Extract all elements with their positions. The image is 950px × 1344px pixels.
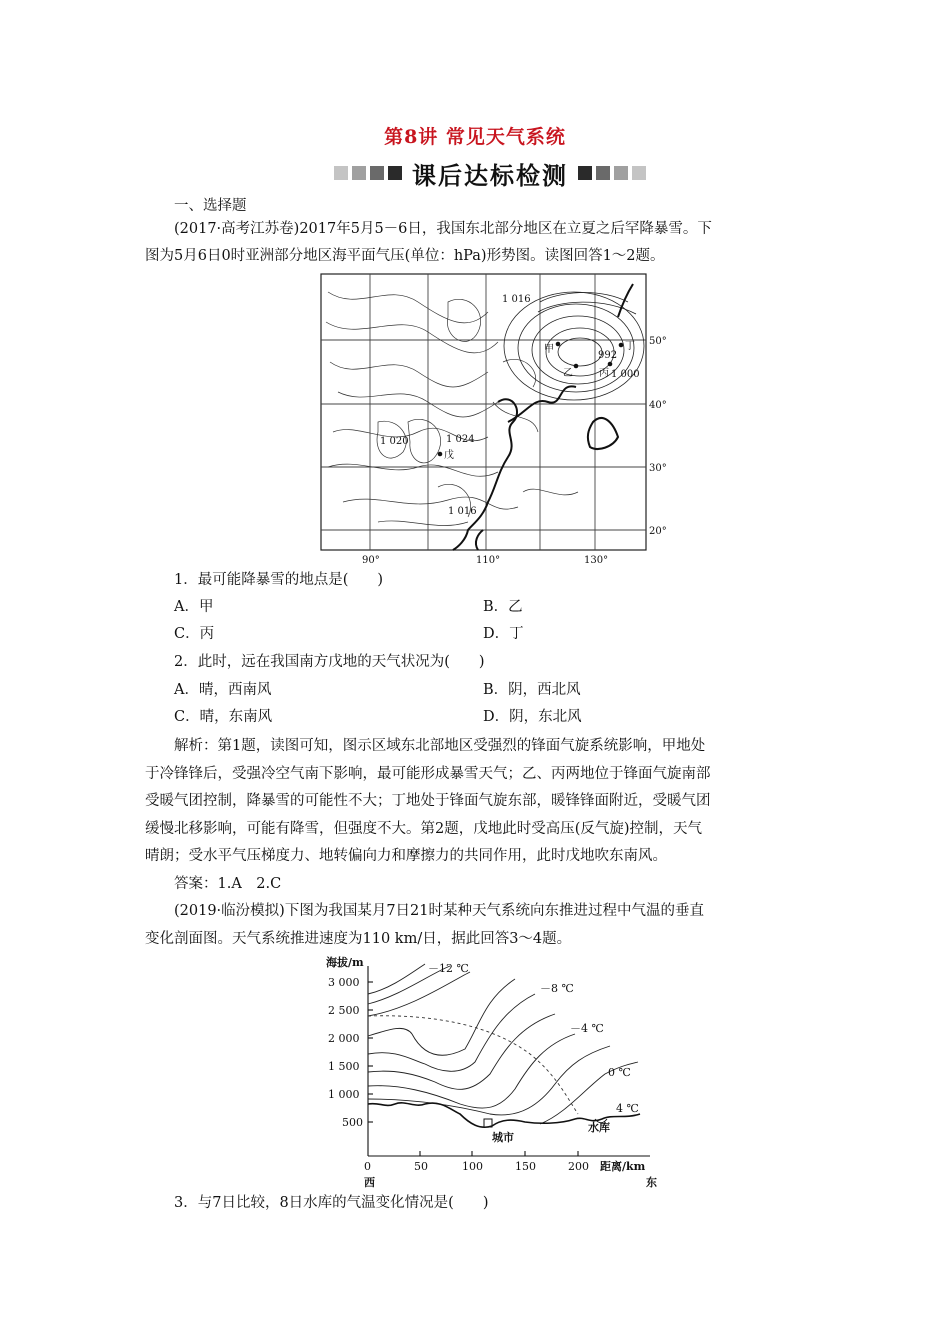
analysis-line: 缓慢北移影响，可能有降雪，但强度不大。第2题，戊地此时受高压(反气旋)控制，天气 <box>145 821 703 837</box>
left-decor-blocks <box>334 166 402 180</box>
city-label: 城市 <box>492 1131 514 1144</box>
subtitle-banner <box>300 158 680 188</box>
intro1-line: 图为5月6日0时亚洲部分地区海平面气压(单位：hPa)形势图。读图回答1～2题。 <box>145 248 665 264</box>
x-axis-label: 距离/km <box>600 1160 646 1173</box>
lon-label: 90° <box>362 555 380 564</box>
point-label-bing: 丙 <box>599 368 609 379</box>
east-label: 东 <box>646 1176 657 1189</box>
point-label-ding: 丁 <box>625 341 635 352</box>
isotherm-label: 0 ℃ <box>608 1066 631 1079</box>
lon-label: 110° <box>476 555 501 564</box>
y-tick: 500 <box>342 1116 363 1129</box>
isobar-label: 1 016 <box>502 294 531 305</box>
page-title: 第8讲 常见天气系统 <box>384 126 566 148</box>
isobar-label: 1 000 <box>611 369 640 380</box>
analysis-line: 于冷锋锋后，受强冷空气南下影响，最可能形成暴雪天气；乙、丙两地位于锋面气旋南部 <box>145 766 711 782</box>
isotherm-label: －4 ℃ <box>570 1022 604 1035</box>
intro2-line: (2019·临汾模拟)下图为我国某月7日21时某种天气系统向东推进过程中气温的垂直 <box>174 903 704 919</box>
point-label-jia: 甲 <box>544 344 554 355</box>
analysis-line: 受暖气团控制，降暴雪的可能性不大；丁地处于锋面气旋东部，暖锋锋面附近，受暖气团 <box>145 793 711 809</box>
analysis-line: 解析：第1题，读图可知，图示区域东北部地区受强烈的锋面气旋系统影响，甲地处 <box>174 738 706 754</box>
q2-option-c: C．晴，东南风 <box>174 709 273 725</box>
lat-label: 20° <box>649 526 667 537</box>
question-1-stem: 1．最可能降暴雪的地点是( ) <box>174 572 384 588</box>
q1-option-b: B．乙 <box>483 599 523 615</box>
x-tick: 150 <box>515 1160 536 1173</box>
point-label-wu: 戊 <box>444 450 454 461</box>
y-tick: 3 000 <box>328 976 360 989</box>
intro2-line: 变化剖面图。天气系统推进速度为110 km/日，据此回答3～4题。 <box>145 931 572 947</box>
answer: 答案：1.A 2.C <box>174 876 282 892</box>
analysis-line: 晴朗；受水平气压梯度力、地转偏向力和摩擦力的共同作用，此时戊地吹东南风。 <box>145 848 667 864</box>
isotherm-label: －8 ℃ <box>540 982 574 995</box>
question-3-stem: 3．与7日比较，8日水库的气温变化情况是( ) <box>174 1195 489 1211</box>
subtitle: 课后达标检测 <box>412 161 568 190</box>
q2-option-a: A．晴，西南风 <box>174 682 272 698</box>
x-tick: 200 <box>568 1160 589 1173</box>
q2-option-b: B．阴，西北风 <box>483 682 581 698</box>
y-tick: 1 500 <box>328 1060 360 1073</box>
x-origin-tick: 0 <box>364 1160 371 1173</box>
reservoir-label: 水库 <box>588 1121 610 1134</box>
isobar-label: 1 020 <box>380 436 409 447</box>
section-heading: 一、选择题 <box>174 198 247 214</box>
y-axis-label: 海拔/m <box>326 956 364 969</box>
right-decor-blocks <box>578 166 646 180</box>
temperature-profile-chart <box>320 954 665 1190</box>
point-label-yi: 乙 <box>563 368 573 379</box>
q1-option-c: C．丙 <box>174 626 215 642</box>
x-tick: 50 <box>414 1160 428 1173</box>
west-label: 西 <box>364 1176 375 1189</box>
isotherm-label: 4 ℃ <box>616 1102 639 1115</box>
y-tick: 1 000 <box>328 1088 360 1101</box>
q2-option-d: D．阴，东北风 <box>483 709 582 725</box>
lat-label: 50° <box>649 336 667 347</box>
q1-option-a: A．甲 <box>174 599 214 615</box>
x-tick: 100 <box>462 1160 483 1173</box>
lat-label: 30° <box>649 463 667 474</box>
isobar-label: 1 016 <box>448 506 477 517</box>
pressure-map <box>318 272 670 564</box>
intro1-line: (2017·高考江苏卷)2017年5月5－6日，我国东北部分地区在立夏之后罕降暴雪。下 <box>174 221 712 237</box>
lon-label: 130° <box>584 555 609 564</box>
q1-option-d: D．丁 <box>483 626 524 642</box>
isobar-label: 1 024 <box>446 434 475 445</box>
question-2-stem: 2．此时，远在我国南方戊地的天气状况为( ) <box>174 654 485 670</box>
y-tick: 2 000 <box>328 1032 360 1045</box>
lat-label: 40° <box>649 400 667 411</box>
isobar-label: 992 <box>598 350 618 361</box>
isotherm-label: －12 ℃ <box>428 962 469 975</box>
y-tick: 2 500 <box>328 1004 360 1017</box>
